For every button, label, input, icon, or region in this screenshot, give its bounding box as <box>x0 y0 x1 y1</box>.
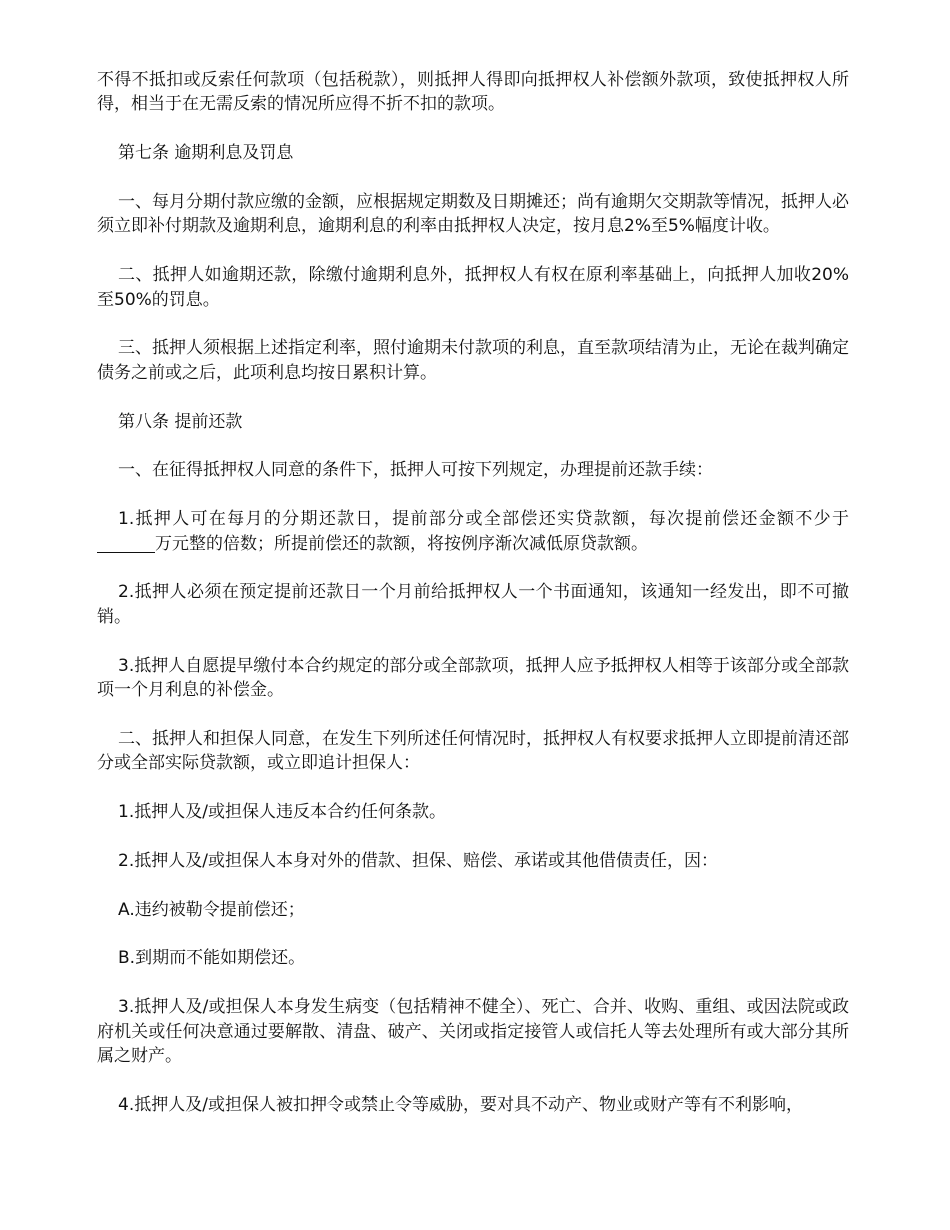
paragraph-with-blank <box>97 507 849 556</box>
paragraph: 3.抵押人自愿提早缴付本合约规定的部分或全部款项，抵押人应予抵押权人相等于该部分或全部款项一个月利息的补偿金。 <box>97 655 849 701</box>
paragraph: 三、抵押人须根据上述指定利率，照付逾期未付款项的利息，直至款项结清为止，无论在裁判确定债务之前或之后，此项利息均按日累积计算。 <box>97 338 849 383</box>
article-heading-7: 第七条 逾期利息及罚息 <box>118 143 294 164</box>
paragraph: 3.抵押人及/或担保人本身发生病变（包括精神不健全）、死亡、合并、收购、重组、或因法院或政府机关或任何决意通过要解散、清盘、破产、关闭或指定接管人或信托人等去处理所有或大部分其所属之财产。 <box>97 997 849 1067</box>
document-page <box>97 68 849 1117</box>
paragraph: 2.抵押人及/或担保人本身对外的借款、担保、赔偿、承诺或其他借债责任，因： <box>118 850 718 871</box>
paragraph: 一、在征得抵押权人同意的条件下，抵押人可按下列规定，办理提前还款手续： <box>118 460 713 481</box>
paragraph: 2.抵押人必须在预定提前还款日一个月前给抵押权人一个书面通知，该通知一经发出，即不可撤销。 <box>97 582 849 627</box>
paragraph: 二、抵押人和担保人同意，在发生下列所述任何情况时，抵押权人有权要求抵押人立即提前清还部分或全部实际贷款额，或立即追计担保人： <box>97 728 849 774</box>
paragraph: 二、抵押人如逾期还款，除缴付逾期利息外，抵押权人有权在原利率基础上，向抵押人加收20%至50%的罚息。 <box>97 265 849 310</box>
paragraph: B.到期而不能如期偿还。 <box>118 948 306 969</box>
paragraph: A.违约被勒令提前偿还； <box>118 899 305 920</box>
paragraph: 一、每月分期付款应缴的金额，应根据规定期数及日期摊还；尚有逾期欠交期款等情况，抵押人必须立即补付期款及逾期利息，逾期利息的利率由抵押权人决定，按月息2%至5%幅度计收。 <box>97 192 849 237</box>
article-heading-8: 第八条 提前还款 <box>118 411 243 432</box>
paragraph: 不得不抵扣或反索任何款项（包括税款），则抵押人得即向抵押权人补偿额外款项，致使抵押权人所得，相当于在无需反索的情况所应得不折不扣的款项。 <box>97 70 849 115</box>
paragraph: 4.抵押人及/或担保人被扣押令或禁止令等威胁，要对具不动产、物业或财产等有不利影响， <box>118 1094 803 1115</box>
paragraph-part: 1.抵押人可在每月的分期还款日，提前部分或全部偿还实贷款额，每次提前偿还金额不少于 <box>118 509 849 530</box>
paragraph-part: 万元整的倍数；所提前偿还的款额，将按例序渐次减低原贷款额。 <box>155 533 648 554</box>
paragraph: 1.抵押人及/或担保人违反本合约任何条款。 <box>118 802 446 823</box>
fill-in-blank <box>97 534 155 553</box>
